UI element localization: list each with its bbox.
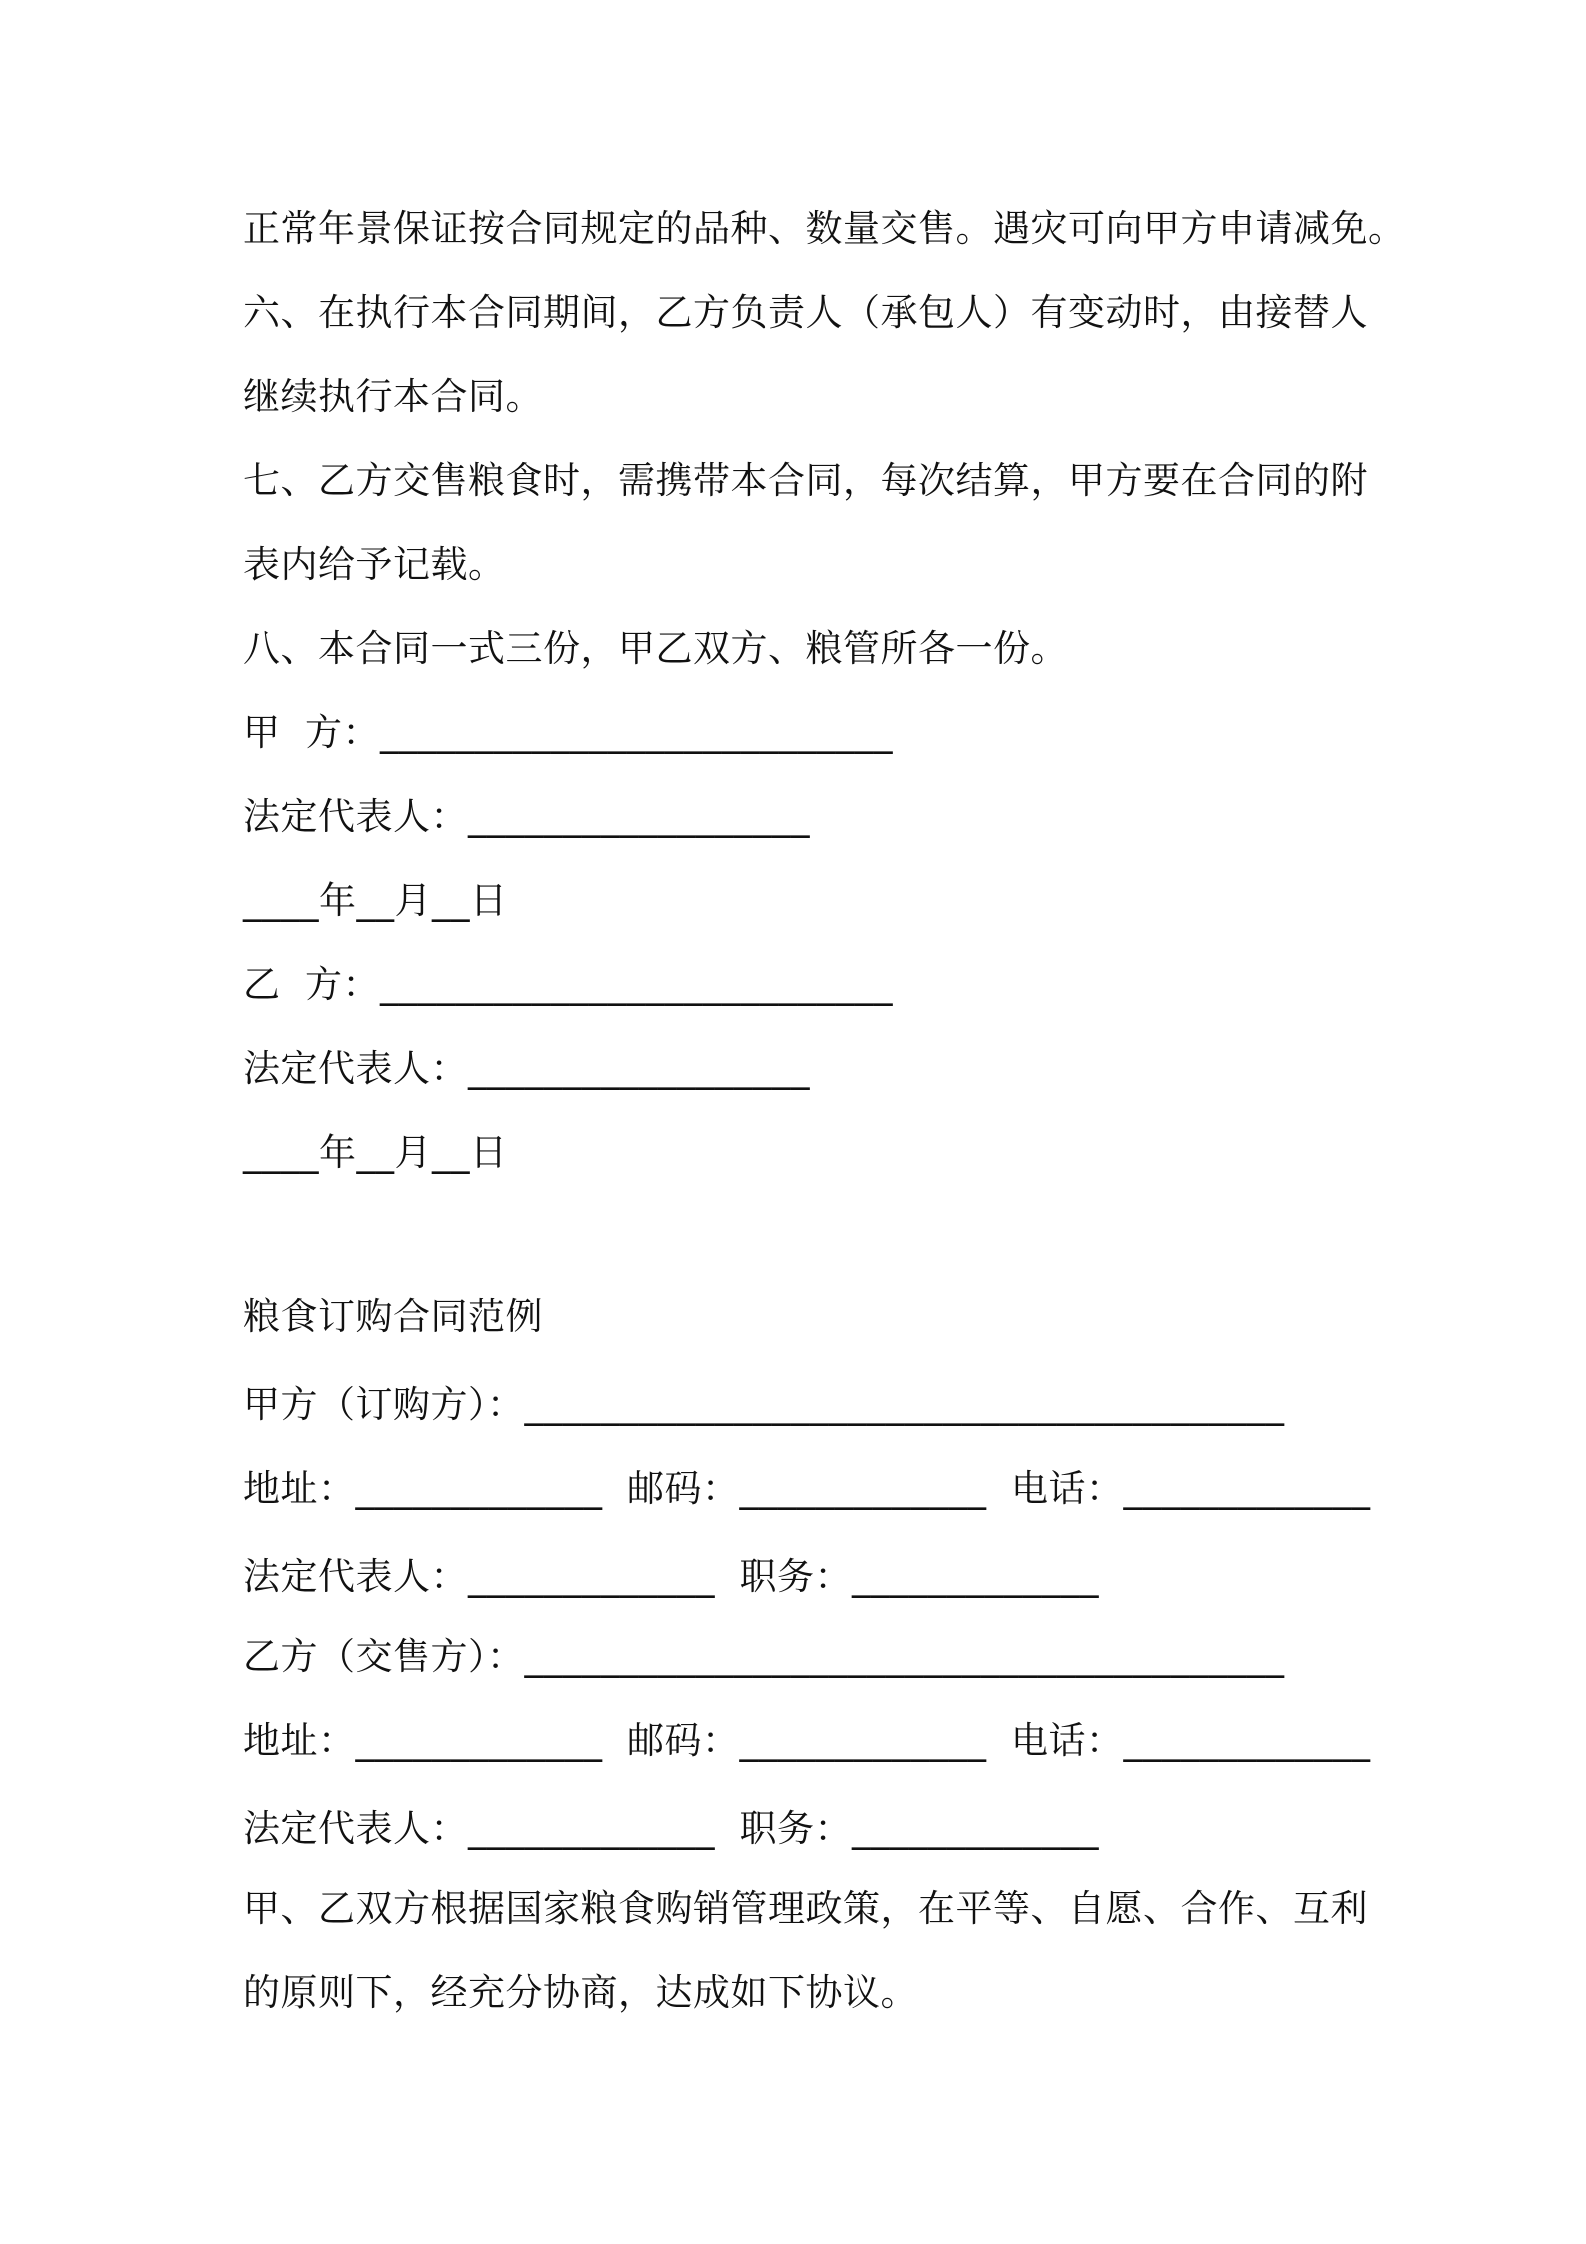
party-b-representative-line: 法定代表人：__________________	[243, 1047, 810, 1090]
clause-eight-line: 八、本合同一式三份，甲乙双方、粮管所各一份。	[243, 627, 1068, 670]
party-b-date-line: ____年__月__日	[243, 1131, 508, 1174]
buyer-line: 甲方（订购方）：________________________________________	[243, 1383, 1285, 1426]
seller-line: 乙方（交售方）：________________________________________	[243, 1635, 1285, 1678]
section-title: 粮食订购合同范例	[243, 1295, 543, 1338]
paragraph-line: 正常年景保证按合同规定的品种、数量交售。遇灾可向甲方申请减免。	[243, 207, 1406, 250]
seller-contact-line: 地址：_____________ 邮码：_____________ 电话：_____________	[243, 1719, 1371, 1762]
buyer-representative-line: 法定代表人：_____________ 职务：_____________	[243, 1555, 1100, 1598]
clause-seven-line-1: 七、乙方交售粮食时，需携带本合同，每次结算，甲方要在合同的附	[243, 459, 1368, 502]
seller-representative-line: 法定代表人：_____________ 职务：_____________	[243, 1807, 1100, 1850]
party-a-representative-line: 法定代表人：__________________	[243, 795, 810, 838]
party-b-signature-line: 乙 方：___________________________	[243, 963, 894, 1006]
clause-seven-line-2: 表内给予记载。	[243, 543, 506, 586]
party-a-date-line: ____年__月__日	[243, 879, 508, 922]
agreement-line-2: 的原则下，经充分协商，达成如下协议。	[243, 1971, 918, 2014]
agreement-line-1: 甲、乙双方根据国家粮食购销管理政策，在平等、自愿、合作、互利	[243, 1887, 1368, 1930]
party-a-signature-line: 甲 方：___________________________	[243, 711, 894, 754]
clause-six-line-1: 六、在执行本合同期间，乙方负责人（承包人）有变动时，由接替人	[243, 291, 1368, 334]
clause-six-line-2: 继续执行本合同。	[243, 375, 543, 418]
buyer-contact-line: 地址：_____________ 邮码：_____________ 电话：_____________	[243, 1467, 1371, 1510]
